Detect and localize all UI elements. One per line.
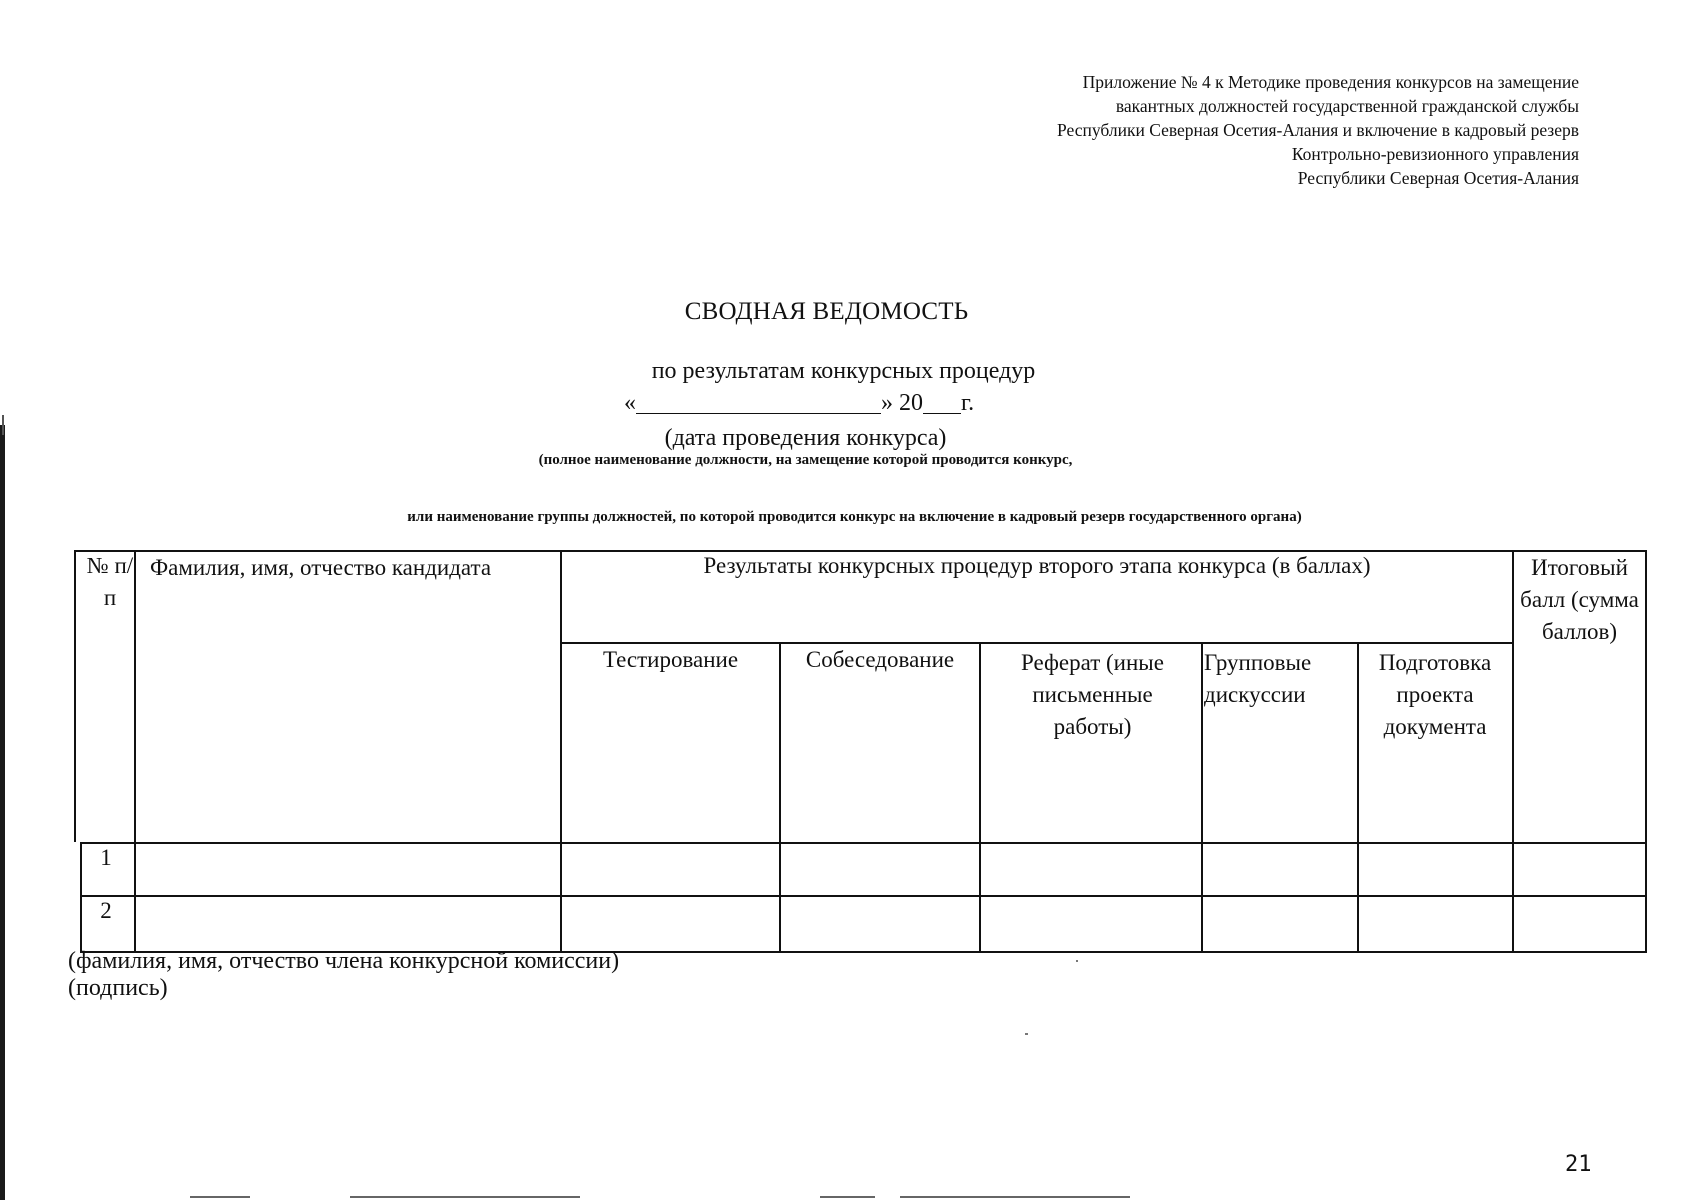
member-name-caption: (фамилия, имя, отчество члена конкурсной комиссии) [68, 948, 620, 974]
document-title: СВОДНАЯ ВЕДОМОСТЬ [684, 298, 969, 325]
date-open-quote: « [624, 390, 636, 416]
header-candidate-name: Фамилия, имя, отчество кандидата [150, 555, 492, 580]
header-testing: Тестирование [602, 647, 739, 672]
table-col-rule [560, 550, 562, 952]
position-caption: (полное наименование должности, на замещение которой проводится конкурс, [538, 452, 1073, 468]
scan-rule [820, 1196, 875, 1198]
table-border-left-lower [80, 842, 82, 953]
header-project: Подготовка проекта документа [1378, 650, 1492, 739]
scan-rule [190, 1196, 250, 1198]
appendix-line: Республики Северная Осетия-Алания [1297, 168, 1579, 188]
date-caption: (дата проведения конкурса) [664, 425, 947, 451]
scan-rule [350, 1196, 580, 1198]
appendix-line: Республики Северная Осетия-Алания и включение в кадровый резерв [1057, 120, 1579, 140]
table-col-rule [979, 642, 981, 952]
date-year-suffix: г. [961, 390, 975, 416]
scan-rule [900, 1196, 1130, 1198]
table-col-rule [779, 642, 781, 952]
header-discussion: Групповые дискуссии [1204, 650, 1312, 707]
table-row-rule [80, 895, 1647, 897]
row-number: 2 [100, 898, 112, 923]
header-interview: Собеседование [805, 647, 955, 672]
appendix-line: Приложение № 4 к Методике проведения конкурсов на замещение [1082, 72, 1579, 92]
scan-speck [1076, 960, 1078, 962]
header-total: Итоговый балл (сумма баллов) [1520, 555, 1639, 644]
appendix-line: вакантных должностей государственной гражданской службы [1115, 96, 1579, 116]
document-subtitle: по результатам конкурсных процедур [651, 358, 1036, 384]
header-results: Результаты конкурсных процедур второго этапа конкурса (в баллах) [703, 553, 1371, 578]
header-number: № п/п [86, 553, 134, 610]
header-essay: Реферат (иные письменные работы) [1021, 650, 1164, 739]
scan-speck [1025, 1033, 1028, 1035]
page-number: 21 [1565, 1152, 1592, 1177]
table-border-right [1645, 550, 1647, 953]
table-col-rule [1201, 642, 1203, 952]
row-number: 1 [100, 845, 112, 870]
signature-caption: (подпись) [68, 975, 168, 1001]
table-border-left-upper [74, 550, 76, 842]
group-caption: или наименование группы должностей, по которой проводится конкурс на включение в кадровый резерв государственного органа) [407, 509, 1302, 525]
date-close: » 20 [881, 390, 923, 416]
table-header-bottom [80, 842, 1647, 844]
appendix-line: Контрольно-ревизионного управления [1291, 144, 1579, 164]
